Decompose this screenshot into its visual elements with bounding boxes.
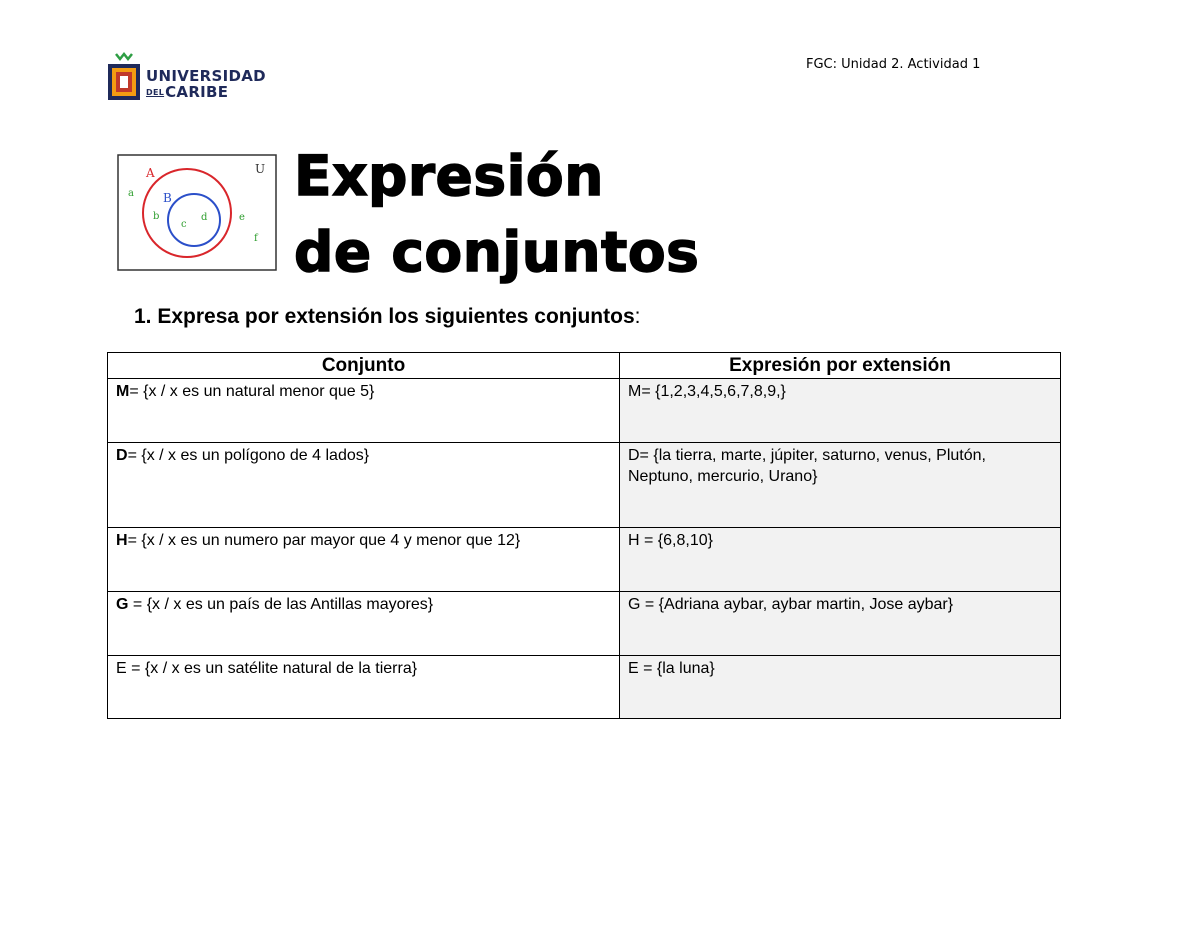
question-colon: : <box>634 305 641 328</box>
venn-element-d: d <box>201 212 208 223</box>
table-cell-extension: D= {la tierra, marte, júpiter, saturno, venus, Plutón, Neptuno, mercurio, Urano} <box>620 443 1061 528</box>
table-cell-set-definition <box>108 443 620 528</box>
logo-text-universidad: UNIVERSIDAD <box>146 67 266 85</box>
set-symbol: M <box>116 383 130 400</box>
table-row <box>108 379 1061 443</box>
set-symbol: G <box>116 596 129 613</box>
set-definition-text: = {x / x es un satélite natural de la tierra} <box>126 660 418 677</box>
set-definition-text: = {x / x es un natural menor que 5} <box>129 383 375 400</box>
set-definition-text: = {x / x es un polígono de 4 lados} <box>127 447 370 464</box>
venn-diagram <box>117 154 277 271</box>
table-row <box>108 443 1061 528</box>
table-cell-extension: M= {1,2,3,4,5,6,7,8,9,} <box>620 379 1061 443</box>
set-symbol: E <box>116 660 127 677</box>
question-heading <box>134 305 640 329</box>
table-row <box>108 528 1061 592</box>
page-title-line-1: Expresión <box>294 144 604 208</box>
set-definition-text: = {x / x es un numero par mayor que 4 y menor que 12} <box>127 532 521 549</box>
logo-emblem-icon <box>104 52 144 104</box>
page-title-line-2: de conjuntos <box>294 220 700 284</box>
set-symbol: D <box>116 447 128 464</box>
venn-universe-box <box>118 155 276 270</box>
logo-text-del: DEL <box>146 88 165 97</box>
table-cell-extension: H = {6,8,10} <box>620 528 1061 592</box>
table-cell-extension: E = {la luna} <box>620 656 1061 719</box>
table-cell-set-definition <box>108 379 620 443</box>
venn-element-b: b <box>153 211 160 222</box>
venn-element-f: f <box>254 233 258 244</box>
table-header-row <box>108 353 1061 379</box>
venn-set-b-label: B <box>163 191 172 205</box>
table-cell-set-definition <box>108 528 620 592</box>
set-symbol: H <box>116 532 128 549</box>
venn-set-a-label: A <box>146 166 155 180</box>
table-row <box>108 592 1061 656</box>
question-text: 1. Expresa por extensión los siguientes conjuntos <box>134 305 635 328</box>
table-cell-extension: G = {Adriana aybar, aybar martin, Jose aybar} <box>620 592 1061 656</box>
set-definition-text: = {x / x es un país de las Antillas mayores} <box>128 596 434 613</box>
university-logo <box>104 52 274 104</box>
page-title <box>294 138 699 290</box>
venn-universe-label: U <box>255 162 266 176</box>
table-header-conjunto: Conjunto <box>108 353 620 379</box>
table-header-expresion: Expresión por extensión <box>620 353 1061 379</box>
logo-text-caribe <box>146 83 228 101</box>
logo-text-caribe-word: CARIBE <box>165 83 229 101</box>
table-cell-set-definition <box>108 592 620 656</box>
venn-element-c: c <box>181 219 187 230</box>
course-label: FGC: Unidad 2. Actividad 1 <box>806 57 981 72</box>
table-cell-set-definition <box>108 656 620 719</box>
venn-element-a: a <box>128 188 134 199</box>
sets-table <box>107 352 1061 719</box>
table-row <box>108 656 1061 719</box>
venn-element-e: e <box>239 212 245 223</box>
